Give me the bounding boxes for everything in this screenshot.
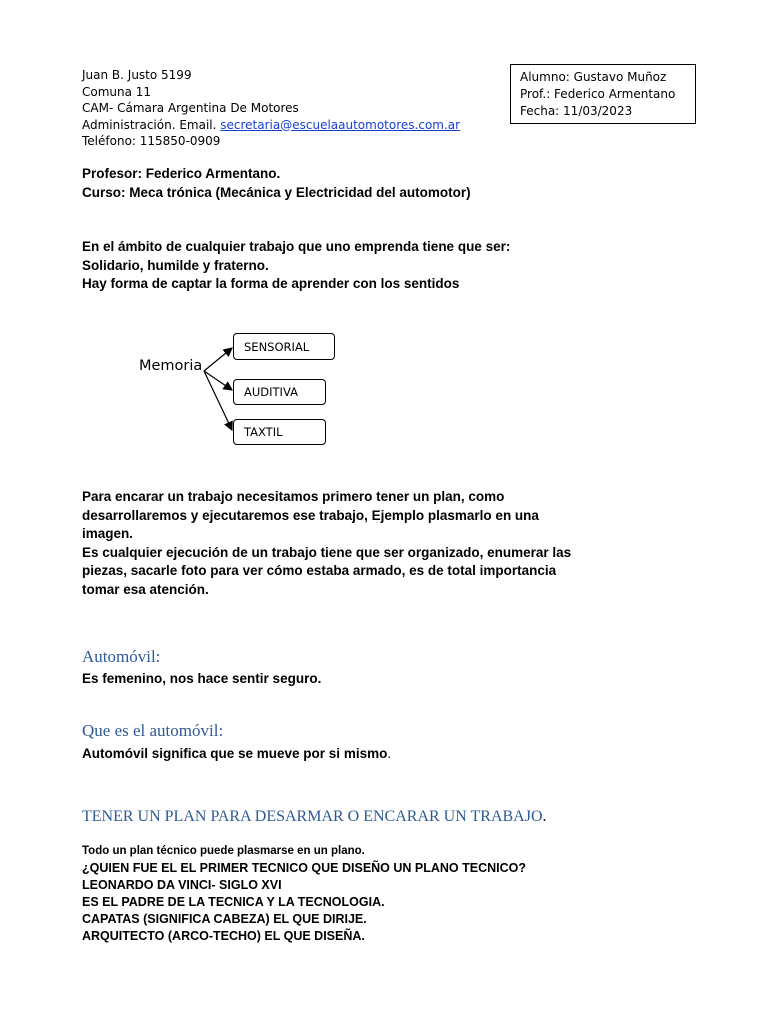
- node-taxtil: TAXTIL: [233, 419, 326, 445]
- professor-line: Profesor: Federico Armentano.: [82, 166, 281, 181]
- plan-list-line: CAPATAS (SIGNIFICA CABEZA) EL QUE DIRIJE.: [82, 912, 367, 926]
- que-es-text: [82, 745, 391, 764]
- plan-line: piezas, sacarle foto para ver cómo estaba armado, es de total importancia: [82, 563, 557, 578]
- comuna-line: Comuna 11: [82, 84, 152, 99]
- intro-line: Solidario, humilde y fraterno.: [82, 257, 269, 273]
- que-es-end: .: [387, 746, 392, 761]
- student-name: Alumno: Gustavo Muñoz: [520, 70, 667, 84]
- plan-list-line: LEONARDO DA VINCI- SIGLO XVI: [82, 878, 282, 892]
- email-link[interactable]: secretaria@escuelaautomotores.com.ar: [220, 117, 461, 132]
- memoria-label: Memoria: [139, 358, 203, 374]
- course-info: [82, 165, 471, 202]
- plan-list-line: ARQUITECTO (ARCO-TECHO) EL QUE DISEÑA.: [82, 929, 365, 943]
- automovil-line: Es femenino, nos hace sentir seguro.: [82, 671, 322, 686]
- arrow-auditiva: [204, 371, 232, 390]
- plan-line: Para encarar un trabajo necesitamos primero tener un plan, como: [82, 489, 505, 504]
- intro-paragraph: [82, 238, 510, 294]
- plan-list: [82, 843, 526, 945]
- intro-line: En el ámbito de cualquier trabajo que uno emprenda tiene que ser:: [82, 239, 511, 254]
- plan-list-line: ¿QUIEN FUE EL EL PRIMER TECNICO QUE DISEÑO UN PLANO TECNICO?: [82, 861, 527, 875]
- automovil-text: [82, 670, 321, 689]
- admin-label: Administración. Email.: [82, 117, 217, 132]
- plan-line: desarrollaremos y ejecutaremos ese trabajo, Ejemplo plasmarlo en una: [82, 507, 539, 523]
- plan-line: Es cualquier ejecución de un trabajo tiene que ser organizado, enumerar las: [82, 544, 572, 560]
- date: Fecha: 11/03/2023: [520, 104, 633, 118]
- school-header: [82, 67, 460, 150]
- admin-email-line: [82, 117, 460, 134]
- plan-heading: [82, 808, 547, 826]
- que-es-line: Automóvil significa que se mueve por si mismo: [82, 746, 388, 761]
- plan-list-line: Todo un plan técnico puede plasmarse en un plano.: [82, 845, 365, 857]
- node-auditiva: AUDITIVA: [233, 379, 326, 405]
- que-es-heading: Que es el automóvil:: [82, 721, 224, 740]
- course-line: Curso: Meca trónica (Mecánica y Electricidad del automotor): [82, 184, 471, 200]
- node-sensorial: SENSORIAL: [233, 333, 335, 360]
- phone-line: Teléfono: 115850-0909: [82, 134, 221, 148]
- intro-line: Hay forma de captar la forma de aprender con los sentidos: [82, 276, 460, 291]
- plan-line: tomar esa atención.: [82, 581, 209, 597]
- arrow-sensorial: [204, 348, 232, 371]
- plan-paragraph: [82, 488, 571, 599]
- student-info-box: [510, 64, 696, 124]
- plan-heading-end: .: [542, 808, 547, 825]
- plan-line: imagen.: [82, 526, 134, 541]
- professor-name: Prof.: Federico Armentano: [520, 87, 676, 101]
- org-line: CAM- Cámara Argentina De Motores: [82, 101, 299, 115]
- arrow-taxtil: [204, 371, 232, 430]
- address-line: Juan B. Justo 5199: [82, 68, 192, 82]
- plan-list-line: ES EL PADRE DE LA TECNICA Y LA TECNOLOGIA.: [82, 895, 385, 909]
- automovil-heading: Automóvil:: [82, 647, 161, 666]
- plan-heading-text: TENER UN PLAN PARA DESARMAR O ENCARAR UN TRABAJO: [82, 808, 543, 825]
